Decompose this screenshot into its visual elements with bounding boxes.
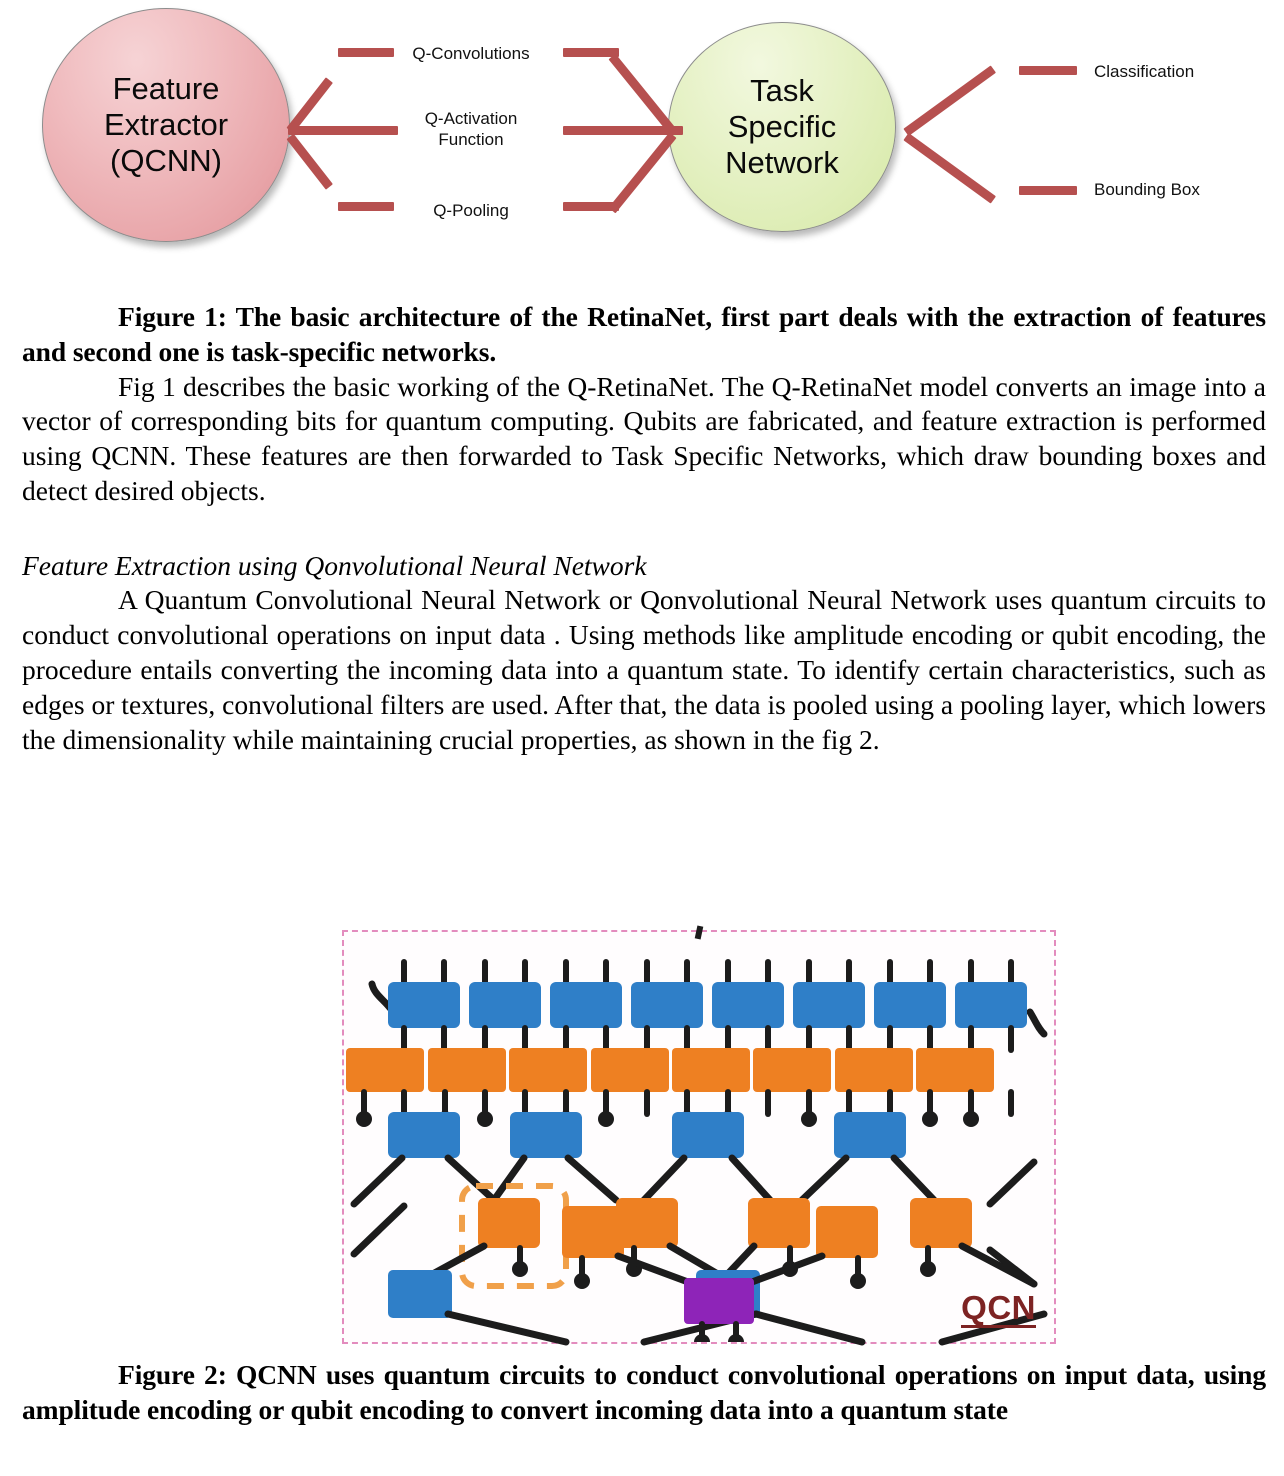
connector-left-top-stub: [338, 48, 394, 57]
wires-conv1-to-pool1: [404, 1028, 1011, 1050]
connector-mid-top-stub: [563, 48, 619, 57]
connector-out-bottom-stub: [1019, 186, 1077, 195]
figure-2-caption: Figure 2: QCNN uses quantum circuits to conduct convolutional operations on input data, using amplitude encoding or qubit encoding to convert incoming data into a quantum state: [22, 1359, 1266, 1425]
pooling-layer-1: [346, 1048, 994, 1092]
node-feature-extractor: [42, 8, 290, 242]
node-task-specific-network: [668, 22, 896, 232]
label-q-activation-function-text: Q-Activation Function: [424, 109, 518, 150]
connector-left-top-diag: [286, 77, 332, 133]
qcn-watermark: QCN: [961, 1289, 1036, 1326]
connector-left-bottom-diag: [286, 134, 332, 190]
paragraph-spacer: [22, 509, 1266, 549]
convolution-layer-1: [388, 982, 1027, 1028]
figure-1-architecture-diagram: [0, 0, 1284, 262]
connector-out-top-diag: [903, 65, 996, 136]
measurement-output-wires: [694, 1324, 744, 1342]
label-bounding-box: [1094, 180, 1200, 200]
node-task-specific-network-label: Task Specific Network: [725, 73, 839, 180]
label-q-convolutions-text: Q-Convolutions: [412, 44, 530, 63]
connector-mid-middle: [563, 126, 683, 135]
connector-left-middle: [288, 126, 398, 135]
connector-left-bottom-stub: [338, 202, 394, 211]
pooling-layer-3: [562, 1206, 878, 1258]
connector-out-top-stub: [1019, 66, 1077, 75]
wires-pool1-to-conv2: [404, 1092, 1011, 1114]
label-q-pooling-text: Q-Pooling: [433, 201, 509, 220]
label-q-activation-function: [396, 108, 546, 151]
qcnn-circuit-bottom: [344, 1192, 1058, 1342]
section-heading-feature-extraction: Feature Extraction using Qonvolutional Neural Network: [22, 549, 647, 581]
label-bounding-box-text: Bounding Box: [1094, 180, 1200, 199]
connector-out-bottom-diag: [903, 133, 996, 204]
wrap-wire-left: [372, 984, 390, 1008]
wrap-wire-right: [1030, 1012, 1044, 1034]
figure-1-caption: Figure 1: The basic architecture of the RetinaNet, first part deals with the extraction of features and second one is task-specific networks.: [22, 301, 1266, 367]
convolution-layer-2: [388, 1112, 906, 1158]
paragraph-q-retinanet: Fig 1 describes the basic working of the Q-RetinaNet. The Q-RetinaNet model converts an image into a vector of corresponding bits for quantum computing. Qubits are fabricated, and feature extraction is performed using QCNN. These features are then forwarded to Task Specific Networks, which draw bounding boxes and detect desired objects.: [22, 370, 1266, 506]
paragraph-qcnn-description: A Quantum Convolutional Neural Network or Qonvolutional Neural Network uses quantum circuits to conduct convolutional operations on input data . Using methods like amplitude encoding or qubit encoding, the procedure entails converting the incoming data into a quantum state. To identify certain characteristics, such as edges or textures, convolutional filters are used. After that, the data is pooled using a pooling layer, which lowers the dimensionality while maintaining crucial properties, as shown in the fig 2.: [22, 584, 1266, 755]
input-wires: [404, 962, 1011, 984]
figure-2-qcnn-circuit: [342, 930, 1056, 1344]
document-body: [22, 300, 1266, 757]
figure-2-caption-wrapper: [22, 1358, 1266, 1428]
node-feature-extractor-label: Feature Extractor (QCNN): [103, 71, 229, 178]
label-q-convolutions: [396, 43, 546, 64]
label-classification: [1094, 62, 1194, 82]
connector-mid-top-diag: [609, 54, 677, 135]
connector-mid-bottom-diag: [609, 132, 677, 213]
measurement-gate: [684, 1278, 754, 1324]
label-q-pooling: [396, 200, 546, 221]
label-classification-text: Classification: [1094, 62, 1195, 81]
